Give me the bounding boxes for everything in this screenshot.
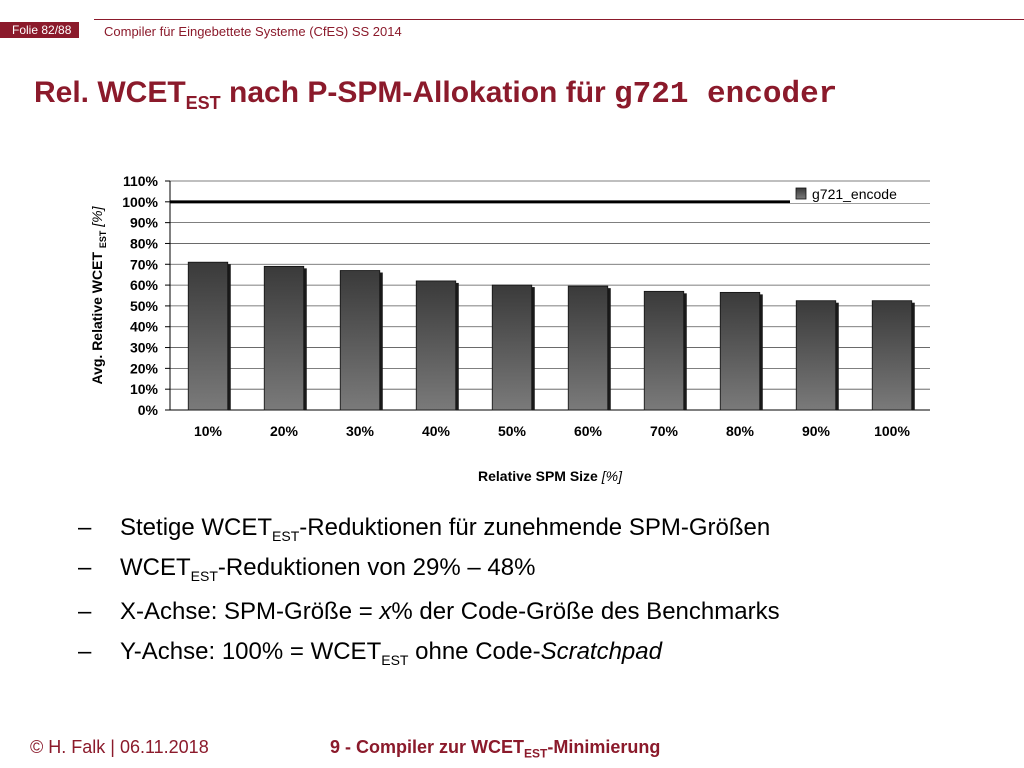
bullet-text: Y-Achse: $100\% = WCET_{EST}$ ohne Code-Scratchpad <box>120 638 662 668</box>
bar <box>872 301 912 410</box>
x-tick-label: 100% <box>874 423 910 439</box>
course-title: Compiler für Eingebettete Systeme (CfES) SS 2014 <box>104 24 402 39</box>
y-axis-label: Avg. Relative WCET $_{EST}$ [%] <box>89 206 108 385</box>
slide-title <box>34 76 837 114</box>
bar <box>644 291 684 410</box>
y-tick-label: 10% <box>129 381 158 398</box>
title-sub: EST <box>185 93 221 113</box>
bullet-item: – Y-Achse: $100\% = WCET_{EST}$ ohne Code-Scratchpad <box>78 638 662 668</box>
bar <box>720 292 760 410</box>
y-tick-label: 60% <box>129 277 158 294</box>
x-tick-label: 30% <box>345 423 375 439</box>
bar <box>492 285 532 410</box>
y-tick-label: 80% <box>129 235 158 252</box>
bullet-text: Stetige $WCET_{EST}$-Reduktionen für zunehmende SPM-Größen <box>120 514 771 544</box>
slide-number-badge: Folie 82/88 <box>0 22 79 38</box>
bullet-text: $WCET_{EST}$-Reduktionen von 29% – 48% <box>120 554 536 584</box>
title-prefix: Rel. WCET <box>34 76 186 109</box>
legend-label: g721_encode <box>812 186 897 202</box>
x-tick-label: 50% <box>497 423 527 439</box>
y-tick-label: 90% <box>129 214 158 231</box>
bullet-list <box>78 514 780 678</box>
bar <box>188 262 228 410</box>
y-tick-label: 110% <box>122 173 158 189</box>
bar <box>416 281 456 410</box>
bullet-text: X-Achse: SPM-Größe = x% der Code-Größe des Benchmarks <box>120 598 780 625</box>
bar-chart <box>80 165 960 495</box>
bar <box>340 271 380 410</box>
bullet-item: – X-Achse: SPM-Größe = x% der Code-Größe des Benchmarks <box>78 598 780 625</box>
y-tick-label: 40% <box>129 318 158 335</box>
footer-chapter: 9 - Compiler zur $WCET_{EST}$-Minimierung <box>330 737 661 761</box>
y-tick-label: 70% <box>129 256 158 273</box>
x-tick-label: 40% <box>421 423 451 439</box>
footer-author: © H. Falk | 06.11.2018 <box>30 737 209 757</box>
bar <box>796 301 836 410</box>
header-rule <box>94 19 1024 20</box>
title-code: g721 encoder <box>614 77 838 112</box>
x-tick-label: 80% <box>725 423 755 439</box>
y-tick-label: 0% <box>137 402 158 418</box>
x-tick-label: 70% <box>649 423 679 439</box>
bullet-item: – $WCET_{EST}$-Reduktionen von 29% – 48% <box>78 554 536 584</box>
bar <box>264 266 304 410</box>
y-tick-label: 50% <box>129 297 158 314</box>
y-tick-label: 100% <box>122 193 158 210</box>
bullet-item: – Stetige $WCET_{EST}$-Reduktionen für zunehmende SPM-Größen <box>78 514 771 544</box>
legend-swatch <box>796 188 806 199</box>
title-middle: nach P-SPM-Allokation für <box>220 76 615 109</box>
x-axis-label: Relative SPM Size [%] <box>478 468 622 484</box>
x-tick-label: 20% <box>269 423 299 439</box>
y-tick-label: 30% <box>129 339 158 356</box>
x-tick-label: 10% <box>193 423 223 439</box>
bar <box>568 286 608 410</box>
x-tick-label: 90% <box>801 423 831 439</box>
y-tick-label: 20% <box>129 360 158 377</box>
x-tick-label: 60% <box>573 423 603 439</box>
